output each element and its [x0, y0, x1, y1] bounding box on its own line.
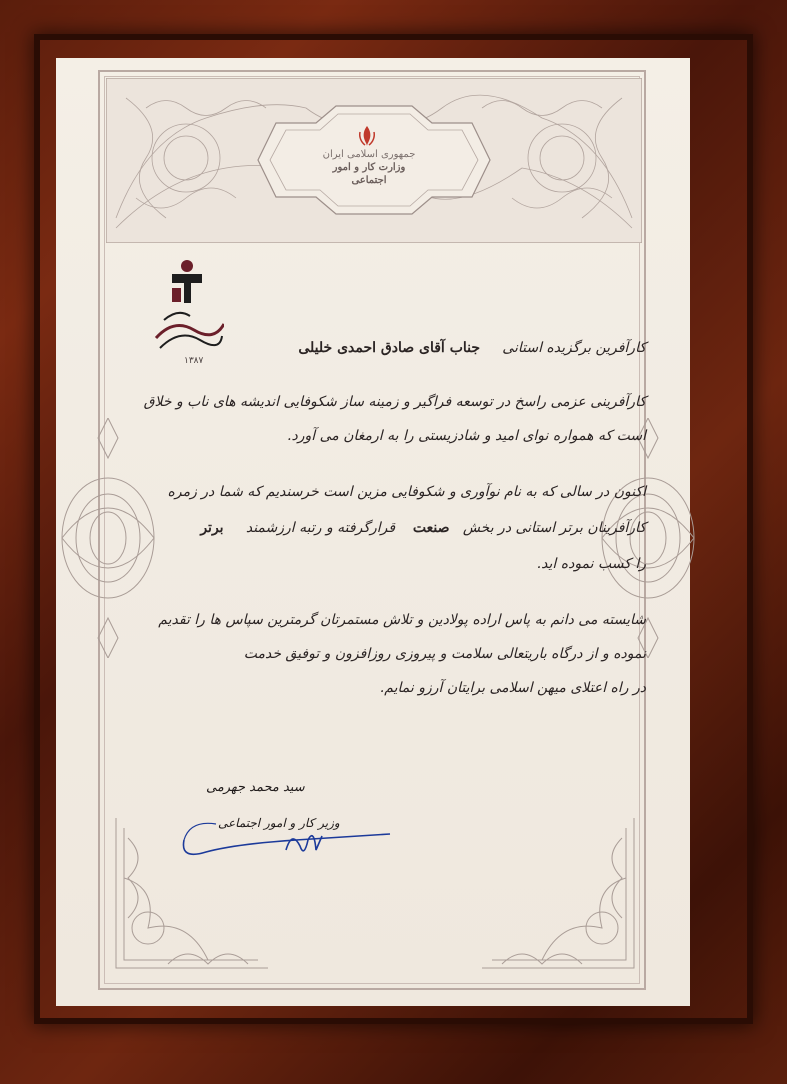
- sector-value: صنعت: [412, 520, 450, 536]
- iran-emblem-icon: [356, 124, 378, 148]
- logo-year: ۱۳۸۷: [184, 356, 204, 366]
- rank-value: برتر: [200, 520, 224, 536]
- body-line-8: نموده و از درگاه باریتعالی سلامت و پیروزی روزافزون و توفیق خدمت: [243, 646, 646, 662]
- body-line-2: کارآفرینی عزمی راسخ در توسعه فراگیر و زمینه ساز شکوفایی اندیشه های ناب و خلاق: [143, 394, 646, 410]
- body-line-5: [200, 520, 646, 536]
- ministry-header: [314, 148, 424, 187]
- body-line-9: در راه اعتلای میهن اسلامی برایتان آرزو نمایم.: [379, 680, 646, 696]
- body-line-4: اکنون در سالی که به نام نوآوری و شکوفایی مزین است خرسندیم که شما در زمره: [167, 484, 646, 500]
- bottom-right-ornament: [482, 818, 642, 983]
- left-medallion: [58, 418, 158, 658]
- signatory-name: سید محمد جهرمی: [206, 780, 305, 795]
- handwritten-signature: [176, 810, 396, 870]
- body-line-1: [298, 340, 646, 356]
- recipient-prefix: کارآفرین برگزیده استانی: [502, 340, 646, 356]
- header-line-2: وزارت کار و امور اجتماعی: [332, 162, 406, 186]
- kar-afarini-logo: [154, 258, 224, 368]
- body-line-6: را کسب نموده اید.: [536, 556, 646, 572]
- line5-part-a: کارآفرینان برتر استانی در بخش: [462, 520, 646, 536]
- signatory-title: وزیر کار و امور اجتماعی: [218, 816, 340, 830]
- certificate-paper: [56, 58, 690, 1006]
- recipient-name: جناب آقای صادق احمدی خلیلی: [298, 340, 481, 356]
- body-line-3: است که همواره نوای امید و شادزیستی را به ارمغان می آورد.: [287, 428, 646, 444]
- header-line-1: جمهوری اسلامی ایران: [322, 149, 416, 160]
- line5-part-b: قرارگرفته و رتبه ارزشمند: [245, 520, 396, 536]
- body-line-7: شایسته می دانم به پاس اراده پولادین و تلاش مستمرتان گرمترین سپاس ها را تقدیم: [158, 612, 646, 628]
